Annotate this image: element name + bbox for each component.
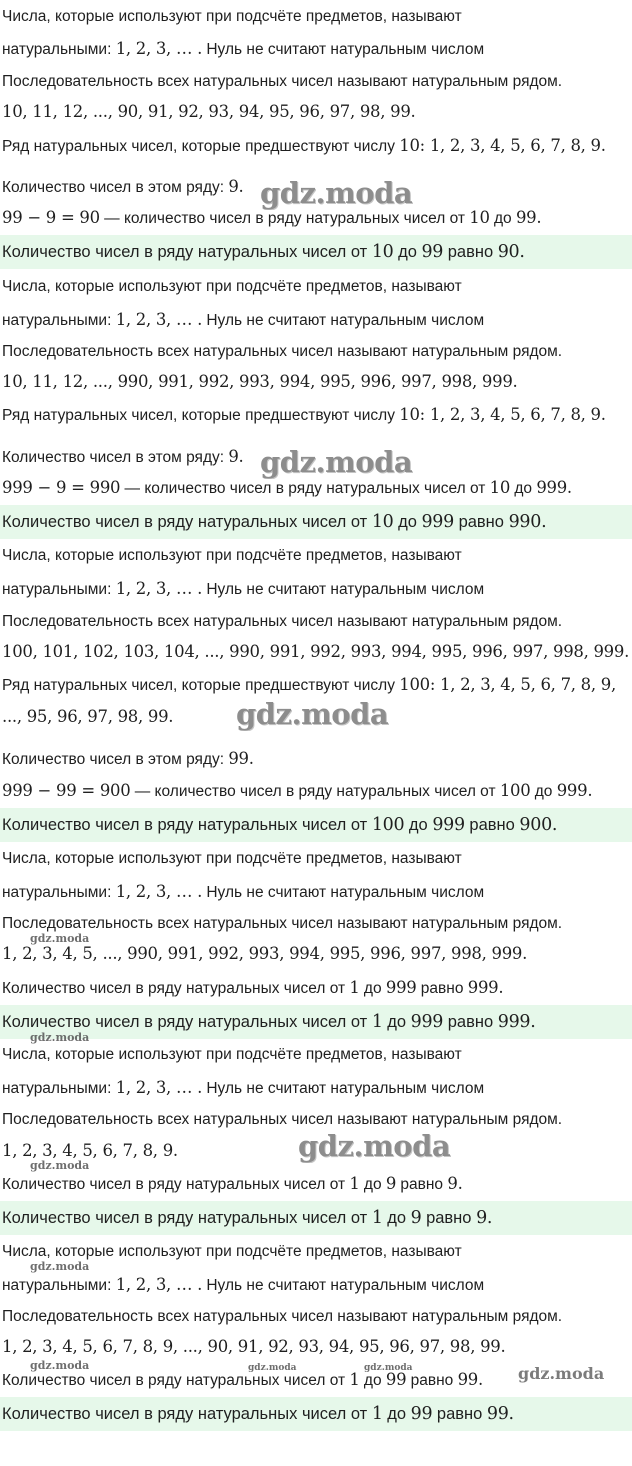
definition-line: Последовательность всех натуральных чисел называют натуральным рядом.: [2, 915, 563, 932]
intro-line: Числа, которые используют при подсчёте предметов, называют: [2, 278, 462, 295]
text: Нуль не считают натуральным числом: [202, 581, 485, 598]
math: 990.: [508, 512, 547, 532]
watermark-logo-small: gdz.moda: [248, 1363, 297, 1373]
text: до: [359, 980, 386, 997]
text: Количество чисел в ряду натуральных чисел от: [2, 513, 372, 531]
math: 10: 1, 2, 3, 4, 5, 6, 7, 8, 9.: [399, 405, 606, 424]
text: — количество чисел в ряду натуральных чисел от: [130, 783, 500, 800]
math: 90.: [497, 242, 525, 262]
definition-line: Последовательность всех натуральных чисел называют натуральным рядом.: [2, 73, 563, 90]
answer-line: [0, 1005, 632, 1039]
answer-line: [0, 235, 632, 269]
sequence-line: 10, 11, 12, ..., 90, 91, 92, 93, 94, 95, 96, 97, 98, 99.: [2, 102, 416, 121]
intro-line: Числа, которые используют при подсчёте предметов, называют: [2, 8, 462, 25]
answer-line: [0, 1201, 632, 1235]
answer-line: [0, 505, 632, 539]
answer-line: [0, 808, 632, 842]
math: 10: [489, 478, 511, 497]
text: до: [382, 1209, 411, 1227]
equation-line: [0, 478, 632, 499]
text: Нуль не считают натуральным числом: [202, 312, 485, 329]
intro-line: Числа, которые используют при подсчёте предметов, называют: [2, 1046, 462, 1063]
math: 1: [349, 1174, 360, 1193]
math: 9.: [447, 1174, 463, 1193]
text: Ряд натуральных чисел, которые предшествуют числу: [2, 138, 400, 155]
math: 100: [499, 781, 531, 800]
intro-line: Числа, которые используют при подсчёте предметов, называют: [2, 547, 462, 564]
text: равно: [443, 1013, 498, 1031]
definition-line: Последовательность всех натуральных чисел называют натуральным рядом.: [2, 343, 563, 360]
math: 10: [371, 512, 394, 532]
math: 1: [349, 1370, 360, 1389]
text: равно: [416, 980, 468, 997]
text: равно: [432, 1405, 487, 1423]
math: 900.: [519, 815, 558, 835]
text: до: [404, 816, 433, 834]
watermark-logo-small: gdz.moda: [30, 932, 90, 945]
intro-line: Числа, которые используют при подсчёте предметов, называют: [2, 850, 462, 867]
text: до: [510, 480, 537, 497]
text: Количество чисел в этом ряду:: [2, 751, 229, 768]
text: Количество чисел в ряду натуральных чисел от: [2, 1013, 372, 1031]
math: 99.: [228, 749, 254, 768]
text: равно: [406, 1372, 458, 1389]
math: 1, 2, 3, … .: [115, 579, 203, 598]
math: 999.: [467, 978, 504, 997]
text: равно: [443, 243, 498, 261]
preceding-line: [0, 136, 632, 157]
equation-line: [0, 781, 632, 802]
text: — количество чисел в ряду натуральных чисел от: [99, 210, 470, 227]
text: Количество чисел в ряду натуральных чисел от: [2, 1372, 350, 1389]
math: 9.: [476, 1208, 493, 1228]
math: 1, 2, 3, … .: [115, 882, 203, 901]
natural-numbers-line: [0, 882, 632, 903]
watermark-logo: gdz.moda: [260, 176, 413, 210]
text: до: [530, 783, 557, 800]
math: 1, 2, 3, … .: [115, 1275, 203, 1294]
sequence-line: 1, 2, 3, 4, 5, ..., 990, 991, 992, 993, 994, 995, 996, 997, 998, 999.: [2, 944, 528, 963]
text: Количество чисел в ряду натуральных чисел от: [2, 1176, 350, 1193]
watermark-logo-small: gdz.moda: [30, 1031, 90, 1044]
text: Количество чисел в ряду натуральных чисел от: [2, 1209, 372, 1227]
text: натуральными:: [2, 581, 116, 598]
watermark-logo: gdz.moda: [298, 1129, 451, 1163]
math: 1: [371, 1012, 383, 1032]
math: 10: [371, 242, 394, 262]
text: до: [393, 243, 422, 261]
natural-numbers-line: [0, 1078, 632, 1099]
text: Нуль не считают натуральным числом: [202, 884, 485, 901]
math: 999.: [556, 781, 593, 800]
text: Количество чисел в ряду натуральных чисел от: [2, 1405, 372, 1423]
text: натуральными:: [2, 1277, 116, 1294]
math: 1, 2, 3, … .: [115, 1078, 203, 1097]
math: 10: 1, 2, 3, 4, 5, 6, 7, 8, 9.: [399, 136, 606, 155]
text: равно: [396, 1176, 448, 1193]
math: 99: [410, 1404, 433, 1424]
watermark-logo-small: gdz.moda: [30, 1359, 90, 1372]
text: равно: [421, 1209, 477, 1227]
text: Количество чисел в ряду натуральных чисел от: [2, 243, 372, 261]
text: до: [359, 1176, 386, 1193]
math: 999: [410, 1012, 444, 1032]
sequence-line: 1, 2, 3, 4, 5, 6, 7, 8, 9.: [2, 1141, 178, 1160]
math: 100: 1, 2, 3, 4, 5, 6, 7, 8, 9,: [399, 675, 616, 694]
text: натуральными:: [2, 312, 116, 329]
text: равно: [453, 513, 509, 531]
math: 9.: [228, 177, 244, 196]
math: 1: [349, 978, 360, 997]
math: 999: [432, 815, 465, 835]
text: Ряд натуральных чисел, которые предшествуют числу: [2, 677, 400, 694]
text: Количество чисел в этом ряду:: [2, 449, 229, 466]
math: 1: [371, 1404, 383, 1424]
text: Ряд натуральных чисел, которые предшествуют числу: [2, 407, 400, 424]
text: Количество чисел в ряду натуральных чисел от: [2, 980, 350, 997]
equation-line: [0, 208, 632, 229]
sequence-line: 1, 2, 3, 4, 5, 6, 7, 8, 9, ..., 90, 91, 92, 93, 94, 95, 96, 97, 98, 99.: [2, 1337, 506, 1356]
math: 100: [371, 815, 405, 835]
math: 999 − 9 = 990: [2, 478, 121, 497]
text: — количество чисел в ряду натуральных чисел от: [120, 480, 490, 497]
natural-numbers-line: [0, 579, 632, 600]
math: 10: [469, 208, 490, 227]
text: до: [393, 513, 422, 531]
count-line: [0, 978, 632, 999]
text: Нуль не считают натуральным числом: [202, 41, 485, 58]
text: натуральными:: [2, 884, 116, 901]
intro-line: Числа, которые используют при подсчёте предметов, называют: [2, 1243, 462, 1260]
math: 1, 2, 3, … .: [115, 310, 203, 329]
watermark-logo: gdz.moda: [236, 697, 389, 731]
watermark-logo-small: gdz.moda: [30, 1159, 90, 1172]
natural-numbers-line: [0, 310, 632, 331]
text: до: [382, 1405, 411, 1423]
text: натуральными:: [2, 1080, 116, 1097]
text: Нуль не считают натуральным числом: [202, 1277, 485, 1294]
text: до: [382, 1013, 411, 1031]
math: 99: [385, 1370, 407, 1389]
preceding-line: [0, 675, 632, 696]
text: до: [489, 210, 516, 227]
text: натуральными:: [2, 41, 116, 58]
math: 999 − 99 = 900: [2, 781, 131, 800]
math: 1: [371, 1208, 383, 1228]
sequence-line: 10, 11, 12, ..., 990, 991, 992, 993, 994, 995, 996, 997, 998, 999.: [2, 372, 518, 391]
definition-line: Последовательность всех натуральных чисел называют натуральным рядом.: [2, 613, 563, 630]
natural-numbers-line: [0, 1275, 632, 1296]
text: Количество чисел в этом ряду:: [2, 179, 229, 196]
preceding-line: [0, 405, 632, 426]
sequence-line: 100, 101, 102, 103, 104, ..., 990, 991, 992, 993, 994, 995, 996, 997, 998, 999.: [2, 642, 630, 661]
math: 999: [421, 512, 454, 532]
math: 1, 2, 3, … .: [115, 39, 203, 58]
text: Нуль не считают натуральным числом: [202, 1080, 485, 1097]
answer-line: [0, 1397, 632, 1431]
count-line: [0, 749, 632, 770]
math: 99.: [486, 1404, 514, 1424]
math: 999: [385, 978, 417, 997]
preceding-line-continued: ..., 95, 96, 97, 98, 99.: [2, 707, 174, 726]
text: равно: [464, 816, 520, 834]
watermark-logo-small: gdz.moda: [30, 1260, 90, 1273]
math: 99.: [515, 208, 542, 227]
text: до: [359, 1372, 386, 1389]
definition-line: Последовательность всех натуральных чисел называют натуральным рядом.: [2, 1111, 563, 1128]
math: 999.: [497, 1012, 536, 1032]
natural-numbers-line: [0, 39, 632, 60]
watermark-logo: gdz.moda: [518, 1364, 605, 1383]
watermark-logo: gdz.moda: [260, 445, 413, 479]
count-line: [0, 1174, 632, 1195]
watermark-logo-small: gdz.moda: [364, 1363, 413, 1373]
math: 99 − 9 = 90: [2, 208, 100, 227]
math: 9: [410, 1208, 422, 1228]
math: 9: [385, 1174, 397, 1193]
math: 99.: [457, 1370, 483, 1389]
math: 9.: [228, 447, 244, 466]
math: 999.: [536, 478, 572, 497]
math: 99: [421, 242, 444, 262]
definition-line: Последовательность всех натуральных чисел называют натуральным рядом.: [2, 1308, 563, 1325]
text: Количество чисел в ряду натуральных чисел от: [2, 816, 372, 834]
